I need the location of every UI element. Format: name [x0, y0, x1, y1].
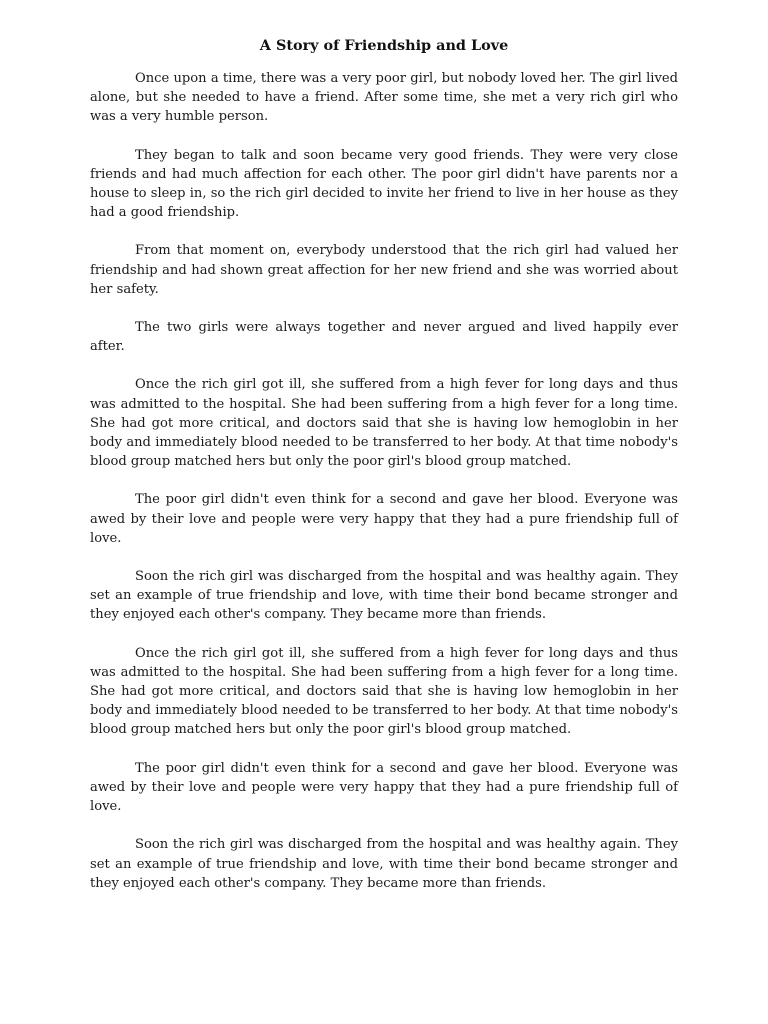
paragraph-10: Soon the rich girl was discharged from the hospital and was healthy again. They set an example of true friendship and love, with time their bond became stronger and they enjoyed each other's company. They became more than friends. — [90, 837, 678, 891]
paragraph-4: The two girls were always together and never argued and lived happily ever after. — [90, 320, 678, 355]
paragraph-3: From that moment on, everybody understood that the rich girl had valued her friendship and had shown great affection for her new friend and she was worried about her safety. — [90, 243, 678, 297]
document-page — [90, 36, 678, 912]
paragraph-5: Once the rich girl got ill, she suffered from a high fever for long days and thus was admitted to the hospital. She had been suffering from a high fever for a long time. She had got more critical, and doctors said that she is having low hemoglobin in her body and immediately blood needed to be transferred to her body. At that time nobody's blood group matched hers but only the poor girl's blood group matched. — [90, 377, 678, 470]
paragraph-2: They began to talk and soon became very good friends. They were very close friends and had much affection for each other. The poor girl didn't have parents nor a house to sleep in, so the rich girl decided to invite her friend to live in her house as they had a good friendship. — [90, 147, 678, 221]
paragraph-8: Once the rich girl got ill, she suffered from a high fever for long days and thus was admitted to the hospital. She had been suffering from a high fever for a long time. She had got more critical, and doctors said that she is having low hemoglobin in her body and immediately blood needed to be transferred to her body. At that time nobody's blood group matched hers but only the poor girl's blood group matched. — [90, 645, 678, 738]
paragraph-6: The poor girl didn't even think for a second and gave her blood. Everyone was awed by their love and people were very happy that they had a pure friendship full of love. — [90, 492, 678, 546]
paragraph-7: Soon the rich girl was discharged from the hospital and was healthy again. They set an example of true friendship and love, with time their bond became stronger and they enjoyed each other's company. They became more than friends. — [90, 569, 678, 623]
paragraph-1: Once upon a time, there was a very poor girl, but nobody loved her. The girl lived alone, but she needed to have a friend. After some time, she met a very rich girl who was a very humble person. — [90, 71, 678, 125]
paragraph-9: The poor girl didn't even think for a second and gave her blood. Everyone was awed by their love and people were very happy that they had a pure friendship full of love. — [90, 760, 678, 815]
document-title: A Story of Friendship and Love — [259, 37, 509, 54]
